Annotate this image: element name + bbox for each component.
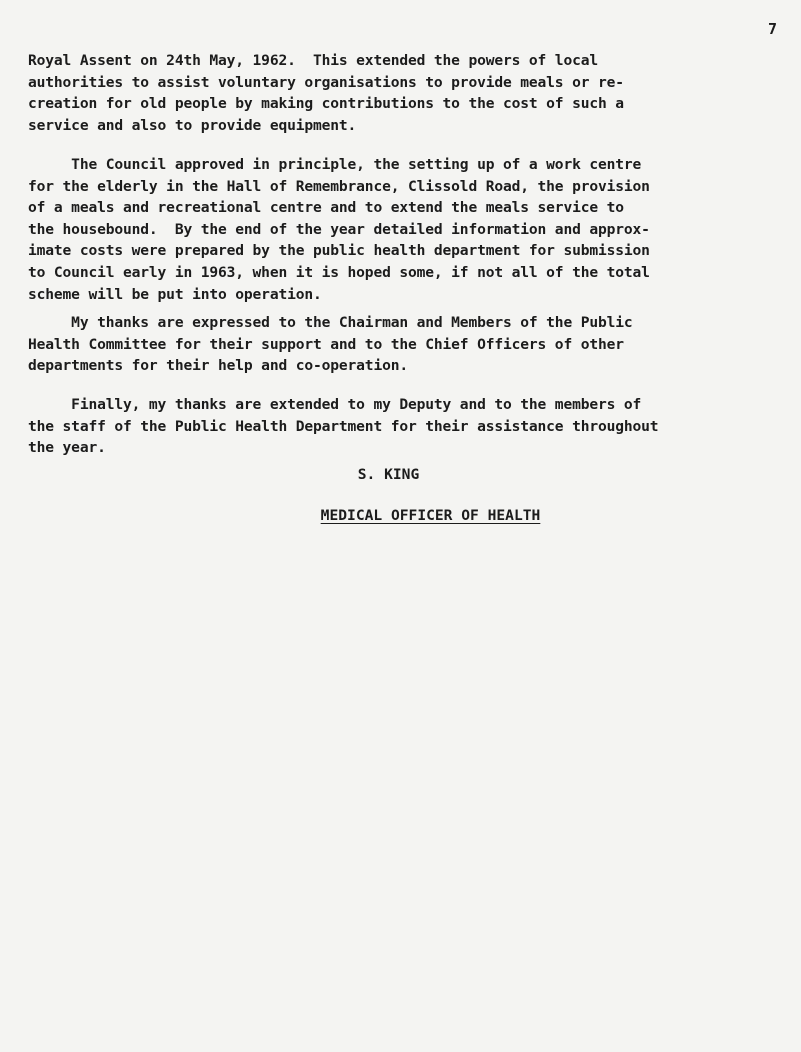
text-line: of a meals and recreational centre and to extend the meals service to [28,199,624,217]
paragraph-thanks-staff [28,394,728,459]
text-line: the year. [28,439,106,457]
paragraph-thanks-committee [28,312,728,377]
text-line: Health Committee for their support and to the Chief Officers of other [28,335,624,353]
text-line: service and also to provide equipment. [28,116,357,134]
text-line: Royal Assent on 24th May, 1962. This extended the powers of local [28,52,598,69]
text-line: imate costs were prepared by the public health department for submission [28,242,650,260]
text-line: Finally, my thanks are extended to my Deputy and to the members of [28,396,642,413]
page-number: 7 [767,20,777,38]
text-line: scheme will be put into operation. [28,285,322,303]
text-line: for the elderly in the Hall of Remembrance, Clissold Road, the provision [28,177,650,195]
text-line: My thanks are expressed to the Chairman and Members of the Public [28,314,633,331]
signature-name: S. KING [357,466,420,483]
text-line: the staff of the Public Health Department for their assistance throughout [28,417,659,435]
paragraph-council-approval [28,154,728,305]
paragraph-royal-assent [28,50,728,136]
text-line: The Council approved in principle, the setting up of a work centre [28,156,642,173]
text-line: departments for their help and co-operation. [28,357,408,375]
text-line: creation for old people by making contributions to the cost of such a [28,95,624,113]
text-line: authorities to assist voluntary organisations to provide meals or re- [28,73,624,91]
text-line: the housebound. By the end of the year detailed information and approx- [28,220,650,238]
text-line: to Council early in 1963, when it is hoped some, if not all of the total [28,263,650,281]
signature-title: MEDICAL OFFICER OF HEALTH [320,507,541,524]
